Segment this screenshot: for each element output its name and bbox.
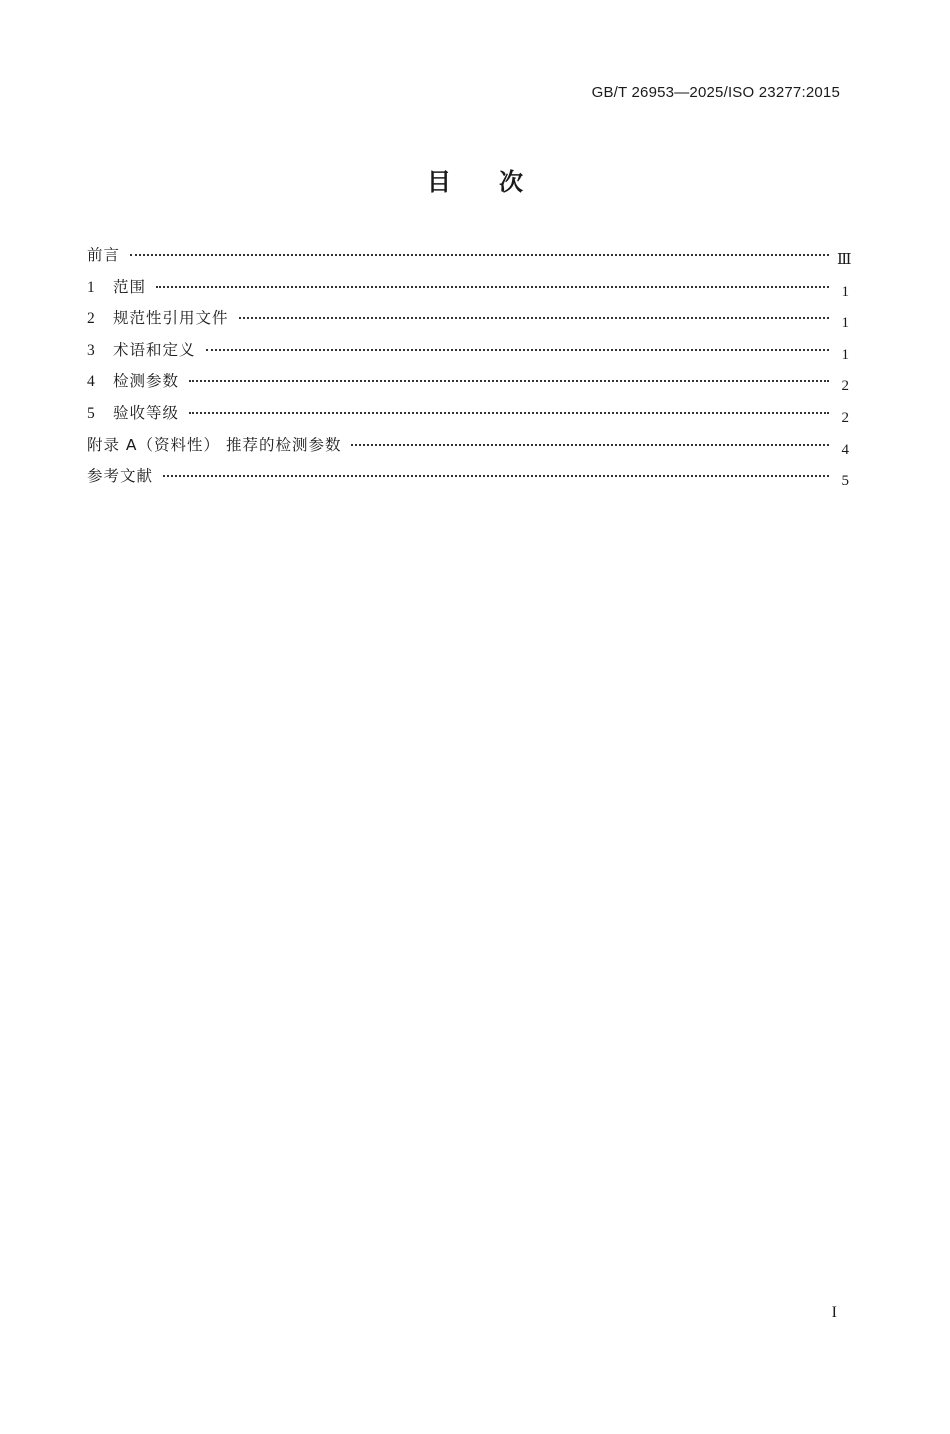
toc-leader-dots: [189, 380, 829, 382]
toc-entry-page: 1: [841, 283, 849, 300]
toc-entry-number: 2: [87, 310, 95, 328]
document-code: GB/T 26953—2025/ISO 23277:2015: [591, 84, 840, 101]
toc-entry-number: 4: [87, 373, 95, 391]
toc-entry-testing-parameters[interactable]: [87, 369, 849, 401]
toc-entry-label: 附录 A（资料性） 推荐的检测参数: [87, 435, 342, 454]
toc-entry-page: 4: [841, 441, 849, 458]
toc-leader-dots: [206, 349, 829, 351]
toc-leader-dots: [239, 317, 829, 319]
table-of-contents: [87, 243, 852, 496]
toc-entry-label: 规范性引用文件: [113, 309, 229, 328]
toc-entry-foreword[interactable]: [87, 243, 852, 275]
toc-entry-scope[interactable]: [87, 275, 849, 307]
toc-entry-page: Ⅲ: [837, 252, 852, 268]
toc-leader-dots: [163, 475, 829, 477]
toc-leader-dots: [351, 444, 829, 446]
toc-entry-page: 1: [841, 346, 849, 363]
toc-leader-dots: [156, 286, 829, 288]
page-title: [0, 162, 950, 197]
toc-entry-label: 参考文献: [87, 467, 154, 486]
toc-entry-acceptance-levels[interactable]: [87, 401, 849, 433]
title-char-2: 次: [499, 168, 523, 196]
toc-leader-dots: [130, 254, 829, 256]
toc-entry-page: 2: [841, 378, 849, 395]
toc-entry-label: 前言: [87, 246, 121, 264]
toc-entry-page: 2: [841, 409, 849, 426]
toc-entry-page: 5: [841, 473, 849, 490]
toc-entry-label: 检测参数: [113, 372, 180, 391]
toc-entry-number: 5: [87, 404, 95, 422]
toc-entry-number: 3: [87, 341, 95, 359]
toc-entry-label: 术语和定义: [113, 340, 196, 359]
toc-leader-dots: [189, 412, 829, 414]
toc-entry-page: 1: [841, 315, 849, 332]
toc-entry-label: 验收等级: [113, 403, 180, 422]
page-number: I: [831, 1304, 837, 1321]
toc-entry-bibliography[interactable]: [87, 464, 849, 496]
toc-entry-label: 范围: [113, 277, 147, 296]
toc-entry-terms-definitions[interactable]: [87, 338, 849, 370]
toc-entry-number: 1: [87, 278, 95, 296]
title-char-1: 目: [427, 168, 451, 196]
toc-entry-normative-references[interactable]: [87, 306, 849, 338]
toc-entry-annex-a[interactable]: [87, 433, 849, 465]
